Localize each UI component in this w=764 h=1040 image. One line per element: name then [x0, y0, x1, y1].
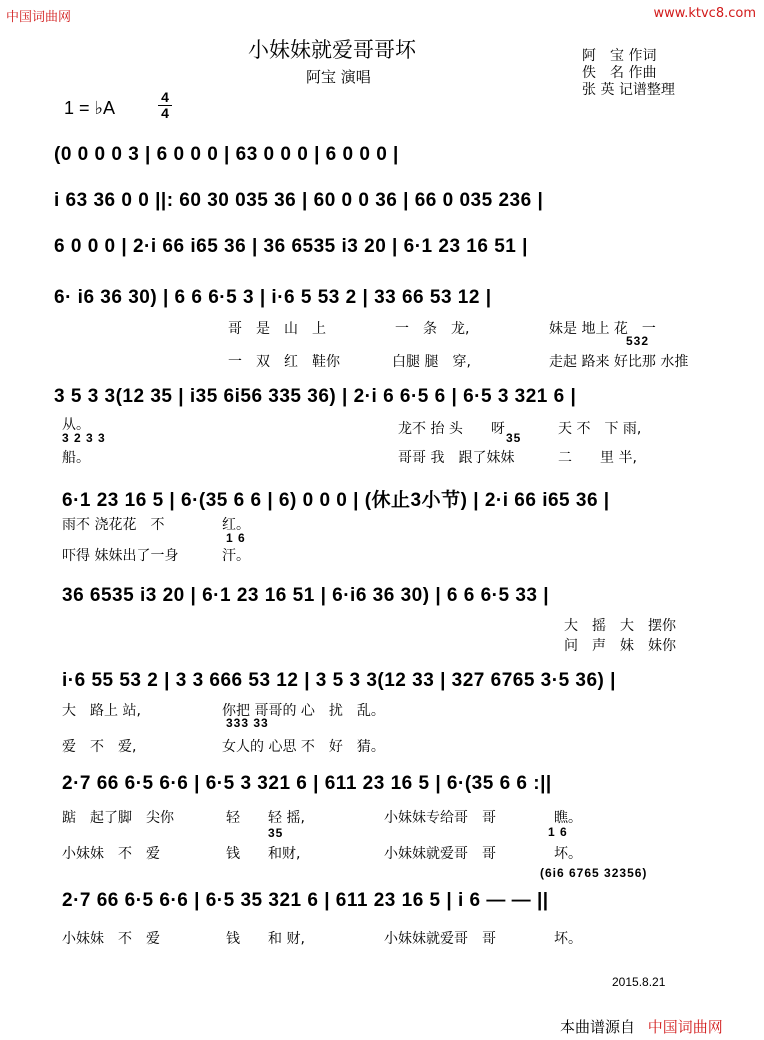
date: 2015.8.21 [612, 975, 666, 989]
lyric-line: 坏。 [554, 931, 582, 947]
small-notes: 35 [506, 431, 522, 445]
key-signature: 1 = ♭A [64, 98, 116, 118]
lyric-line: 小妹妹 不 爱 [62, 931, 160, 947]
footer-source [560, 1016, 723, 1037]
lyric-line: 哥哥 我 跟了妹妹 [398, 450, 515, 466]
score-row-4: 6· i6 36 30) | 6 6 6·5 3 | i·6 5 53 2 | 33 66 53 12 | [54, 287, 492, 308]
lyricist-credit: 阿 宝 作词 [582, 48, 657, 64]
lyric-line: 哥 是 山 上 [228, 321, 326, 337]
lyric-line: 红。 [222, 517, 250, 533]
small-notes: 1 6 [226, 531, 246, 545]
lyric-line: 踮 起了脚 尖你 [62, 810, 174, 826]
lyric-line: 吓得 妹妹出了一身 [62, 548, 179, 564]
lyric-line: 爱 不 爱, [62, 739, 137, 755]
lyric-line: 轻 轻 摇, [226, 810, 305, 826]
watermark-right: www.ktvc8.com [653, 6, 756, 21]
singer-credit: 阿宝 演唱 [306, 68, 371, 86]
watermark-left: 中国词曲网 [6, 10, 72, 25]
score-row-1: (0 0 0 0 3 | 6 0 0 0 | 63 0 0 0 | 6 0 0 0 | [54, 144, 399, 165]
lyric-line: 小妹妹就爱哥 哥 [384, 931, 496, 947]
lyric-line: 白腿 腿 穿, [392, 354, 471, 370]
lyric-line: 船。 [62, 450, 90, 466]
lyric-line: 大 摇 大 摆你 [564, 618, 676, 634]
lyric-line: 小妹妹 不 爱 [62, 846, 160, 862]
lyric-line: 问 声 妹 妹你 [564, 638, 676, 654]
coda-phrase: (6i6 6765 32356) [540, 866, 648, 880]
small-notes: 1 6 [548, 825, 568, 839]
lyric-line: 坏。 [554, 846, 582, 862]
score-row-2: i 63 36 0 0 ||: 60 30 035 36 | 60 0 0 36 | 66 0 035 236 | [54, 190, 544, 211]
transcriber-credit: 张 英 记谱整理 [582, 82, 675, 98]
score-row-7: 36 6535 i3 20 | 6·1 23 16 51 | 6·i6 36 30) | 6 6 6·5 33 | [62, 585, 550, 606]
lyric-line: 二 里 半, [558, 450, 637, 466]
lyric-line: 你把 哥哥的 心 扰 乱。 [222, 703, 385, 719]
small-notes: 333 33 [226, 716, 269, 730]
credits-block [582, 48, 675, 99]
lyric-line: 钱 和 财, [226, 931, 305, 947]
score-row-3: 6 0 0 0 | 2·i 66 i65 36 | 36 6535 i3 20 | 6·1 23 16 51 | [54, 236, 528, 257]
small-notes: 35 [268, 826, 284, 840]
lyric-line: 钱 和财, [226, 846, 301, 862]
lyric-line: 一 条 龙, [395, 321, 470, 337]
lyric-line: 走起 路来 好比那 水推 [549, 354, 689, 370]
lyric-line: 妹是 地上 花 一 [549, 321, 656, 337]
lyric-line: 瞧。 [554, 810, 582, 826]
lyric-line: 大 路上 站, [62, 703, 141, 719]
lyric-line: 汗。 [222, 548, 250, 564]
small-notes: 532 [626, 334, 650, 348]
composer-credit: 佚 名 作曲 [582, 65, 657, 81]
lyric-line: 一 双 红 鞋你 [228, 354, 340, 370]
lyric-line: 小妹妹专给哥 哥 [384, 810, 496, 826]
footer-label: 本曲谱源自 [560, 1018, 636, 1036]
lyric-line: 天 不 下 雨, [558, 421, 642, 437]
lyric-line: 雨不 浇花花 不 [62, 517, 165, 533]
lyric-line: 小妹妹就爱哥 哥 [384, 846, 496, 862]
score-row-8: i·6 55 53 2 | 3 3 666 53 12 | 3 5 3 3(12 33 | 327 6765 3·5 36) | [62, 670, 616, 691]
small-notes: 3 2 3 3 [62, 431, 106, 445]
song-title: 小妹妹就爱哥哥坏 [248, 38, 416, 62]
time-signature: 4 4 [158, 90, 172, 121]
lyric-line: 龙不 抬 头 呀 [398, 421, 505, 437]
score-row-6: 6·1 23 16 5 | 6·(35 6 6 | 6) 0 0 0 | (休止3小节) | 2·i 66 i65 36 | [62, 490, 610, 511]
lyric-line: 从。 [62, 417, 90, 433]
score-row-9: 2·7 66 6·5 6·6 | 6·5 3 321 6 | 611 23 16 5 | 6·(35 6 6 :|| [62, 773, 552, 794]
lyric-line: 女人的 心思 不 好 猜。 [222, 739, 385, 755]
footer-site: 中国词曲网 [647, 1018, 723, 1036]
score-row-10: 2·7 66 6·5 6·6 | 6·5 35 321 6 | 611 23 16 5 | i 6 — — || [62, 890, 549, 911]
score-row-5: 3 5 3 3(12 35 | i35 6i56 335 36) | 2·i 6 6·5 6 | 6·5 3 321 6 | [54, 386, 577, 407]
